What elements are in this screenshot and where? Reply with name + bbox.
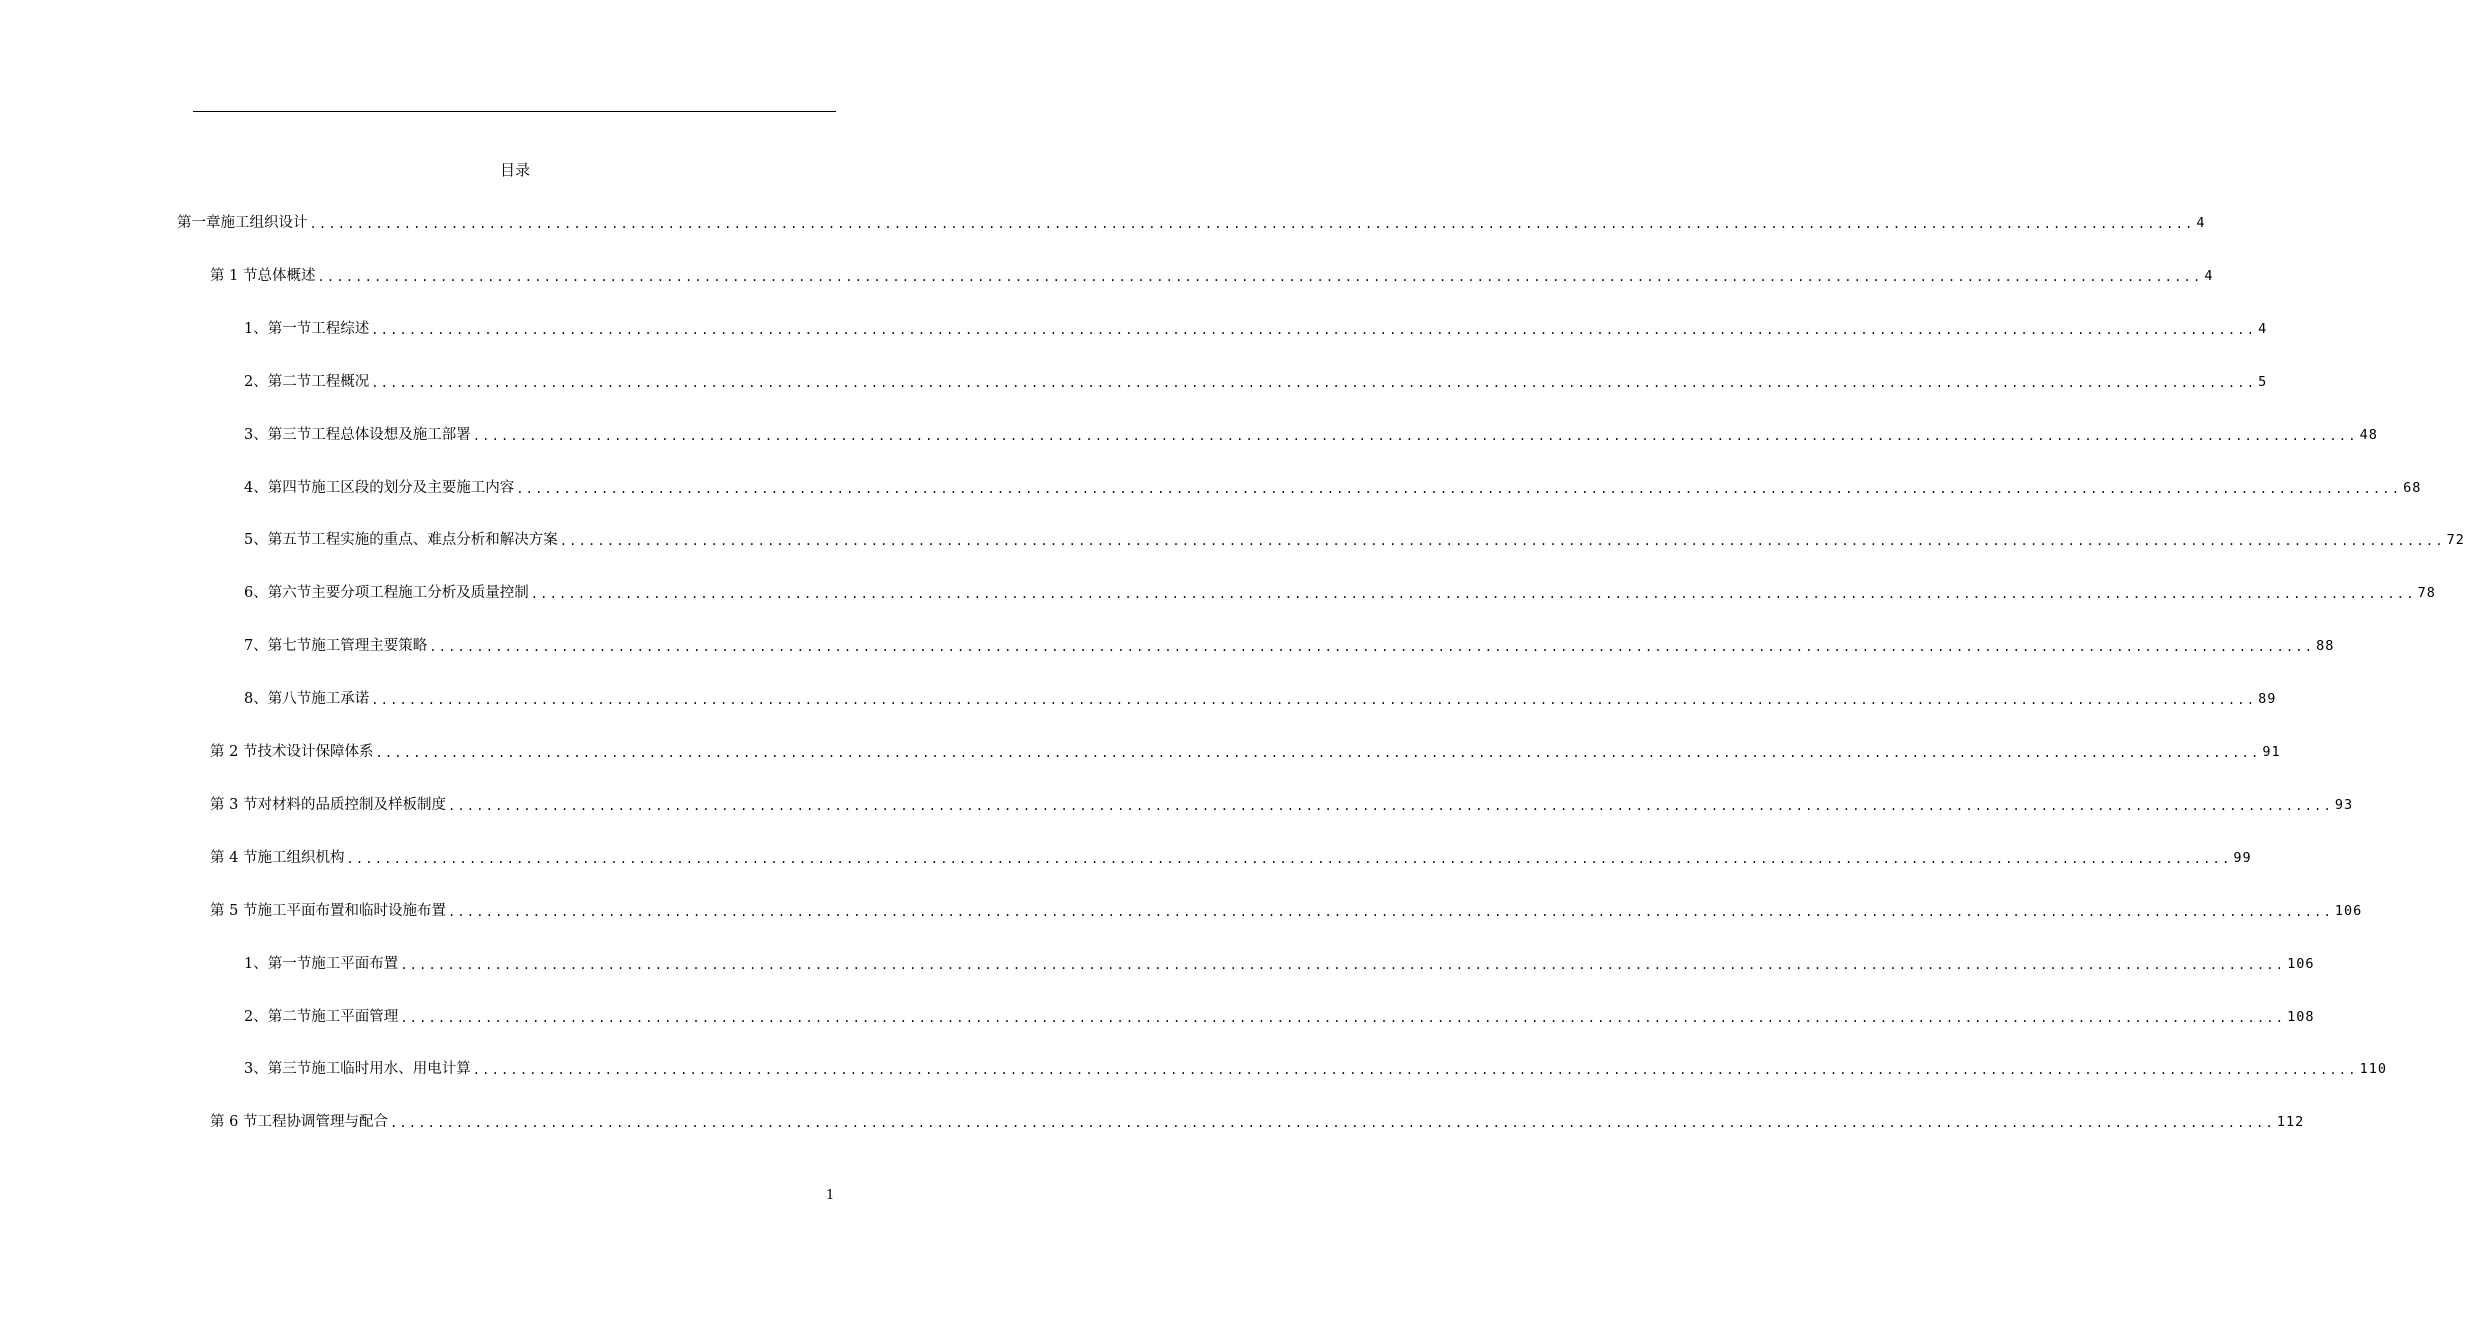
toc-entry-label: 第四节施工区段的划分及主要施工内容 bbox=[267, 479, 515, 496]
toc-dot-leader: ........................................................................................................................................................................................................ bbox=[400, 1010, 2286, 1025]
toc-entry-number: 6、 bbox=[244, 585, 268, 602]
header-rule bbox=[193, 111, 836, 112]
toc-entry-page: 93 bbox=[2334, 796, 2354, 813]
toc-entry-page: 99 bbox=[2233, 849, 2252, 866]
toc-entry-page: 68 bbox=[2403, 479, 2422, 496]
toc-entry-label: 施工平面布置和临时设施布置 bbox=[257, 902, 446, 919]
toc-entry[interactable] bbox=[244, 316, 2268, 342]
toc-entry-page: 89 bbox=[2258, 691, 2277, 708]
toc-entry-number: 1、 bbox=[244, 320, 268, 337]
toc-entry[interactable] bbox=[244, 1004, 2315, 1030]
toc-entry[interactable] bbox=[244, 527, 2465, 553]
toc-dot-leader: ........................................................................................................................................................................................................ bbox=[429, 640, 2315, 655]
toc-entry-number: 第 3 节 bbox=[210, 796, 258, 813]
toc-entry[interactable] bbox=[210, 263, 2214, 289]
toc-entry[interactable] bbox=[244, 633, 2335, 659]
toc-entry-label: 施工组织机构 bbox=[257, 849, 345, 866]
toc-entry[interactable] bbox=[244, 422, 2378, 448]
toc-entry[interactable] bbox=[177, 210, 2206, 236]
toc-entry-page: 112 bbox=[2276, 1114, 2305, 1131]
toc-dot-leader: ........................................................................................................................................................................................................ bbox=[472, 428, 2358, 443]
toc-entry[interactable] bbox=[244, 580, 2436, 606]
toc-dot-leader: ........................................................................................................................................................................................................ bbox=[559, 534, 2445, 549]
toc-entry[interactable] bbox=[244, 951, 2315, 977]
toc-entry-page: 106 bbox=[2334, 902, 2363, 919]
toc-dot-leader: ........................................................................................................................................................................................................ bbox=[530, 587, 2416, 602]
toc-entry-number: 3、 bbox=[244, 426, 268, 443]
toc-entry-number: 1、 bbox=[244, 955, 268, 972]
toc-entry-label: 工程协调管理与配合 bbox=[257, 1114, 388, 1131]
toc-entry-number: 7、 bbox=[244, 638, 268, 655]
toc-entry-number: 3、 bbox=[244, 1061, 268, 1078]
toc-entry-label: 第二节施工平面管理 bbox=[267, 1008, 399, 1025]
toc-entry-number: 8、 bbox=[244, 691, 268, 708]
toc-entry-label: 第五节工程实施的重点、难点分析和解决方案 bbox=[267, 532, 558, 549]
toc-entry[interactable] bbox=[210, 1109, 2305, 1135]
toc-entry[interactable] bbox=[210, 739, 2281, 765]
toc-entry-number: 4、 bbox=[244, 479, 268, 496]
toc-entry-label: 技术设计保障体系 bbox=[257, 744, 374, 760]
toc-entry-label: 对材料的品质控制及样板制度 bbox=[257, 796, 446, 813]
toc-entry-page: 4 bbox=[2196, 215, 2206, 231]
toc-title: 目录 bbox=[499, 161, 530, 179]
toc-entry-number: 第 6 节 bbox=[210, 1114, 258, 1131]
toc-entry[interactable] bbox=[244, 475, 2422, 501]
toc-entry[interactable] bbox=[244, 369, 2268, 395]
toc-dot-leader: ........................................................................................................................................................................................................ bbox=[371, 322, 2257, 337]
toc-entry[interactable] bbox=[210, 898, 2363, 924]
toc-entry-number: 第 1 节 bbox=[210, 267, 258, 284]
toc-entry-page: 48 bbox=[2359, 426, 2378, 443]
toc-entry-page: 91 bbox=[2262, 744, 2281, 760]
toc-entry-label: 第一节施工平面布置 bbox=[267, 955, 399, 972]
toc-entry-page: 108 bbox=[2287, 1008, 2315, 1025]
toc-entry-page: 72 bbox=[2446, 532, 2465, 549]
toc-entry-number: 2、 bbox=[244, 1008, 268, 1025]
toc-dot-leader: ........................................................................................................................................................................................................ bbox=[472, 1063, 2358, 1078]
toc-entry-page: 110 bbox=[2359, 1061, 2388, 1078]
toc-entry-label: 第七节施工管理主要策略 bbox=[267, 638, 428, 655]
toc-entry-label: 第三节施工临时用水、用电计算 bbox=[267, 1061, 471, 1078]
toc-dot-leader: ........................................................................................................................................................................................................ bbox=[371, 693, 2257, 708]
toc-entry-page: 106 bbox=[2287, 955, 2315, 972]
toc-dot-leader: ........................................................................................................................................................................................................ bbox=[317, 269, 2203, 284]
toc-entry-number: 第 4 节 bbox=[210, 849, 258, 866]
toc-entry-label: 第三节工程总体设想及施工部署 bbox=[267, 426, 471, 443]
toc-entry-page: 4 bbox=[2258, 320, 2268, 337]
toc-dot-leader: ........................................................................................................................................................................................................ bbox=[371, 375, 2257, 390]
toc-entry-number: 5、 bbox=[244, 532, 268, 549]
toc-entry-label: 第八节施工承诺 bbox=[267, 691, 370, 708]
toc-entry-number: 第 5 节 bbox=[210, 902, 258, 919]
toc-entry-page: 5 bbox=[2258, 373, 2268, 390]
toc-entry[interactable] bbox=[244, 1056, 2388, 1082]
toc-dot-leader: ........................................................................................................................................................................................................ bbox=[516, 481, 2402, 496]
toc-entry-label: 施工组织设计 bbox=[220, 215, 308, 231]
toc-entry-label: 第二节工程概况 bbox=[267, 373, 370, 390]
toc-entry-page: 4 bbox=[2204, 267, 2214, 284]
toc-entry-page: 78 bbox=[2417, 585, 2436, 602]
toc-dot-leader: ........................................................................................................................................................................................................ bbox=[447, 798, 2333, 813]
toc-dot-leader: ........................................................................................................................................................................................................ bbox=[375, 746, 2261, 760]
toc-entry-label: 第一节工程综述 bbox=[267, 320, 370, 337]
toc-entry-label: 总体概述 bbox=[257, 267, 316, 284]
toc-entry[interactable] bbox=[244, 686, 2277, 712]
toc-entry[interactable] bbox=[210, 845, 2252, 871]
toc-dot-leader: ........................................................................................................................................................................................................ bbox=[389, 1116, 2275, 1131]
toc-entry-label: 第六节主要分项工程施工分析及质量控制 bbox=[267, 585, 529, 602]
toc-entry[interactable] bbox=[210, 792, 2354, 818]
page-number: 1 bbox=[826, 1188, 835, 1203]
toc-dot-leader: ........................................................................................................................................................................................................ bbox=[309, 217, 2195, 231]
toc-dot-leader: ........................................................................................................................................................................................................ bbox=[400, 957, 2286, 972]
toc-entry-number: 2、 bbox=[244, 373, 268, 390]
toc-entry-page: 88 bbox=[2316, 638, 2335, 655]
toc-dot-leader: ........................................................................................................................................................................................................ bbox=[447, 904, 2333, 919]
toc-entry-number: 第一章 bbox=[177, 215, 221, 231]
toc-dot-leader: ........................................................................................................................................................................................................ bbox=[346, 851, 2232, 866]
toc-entry-number: 第 2 节 bbox=[210, 744, 258, 760]
